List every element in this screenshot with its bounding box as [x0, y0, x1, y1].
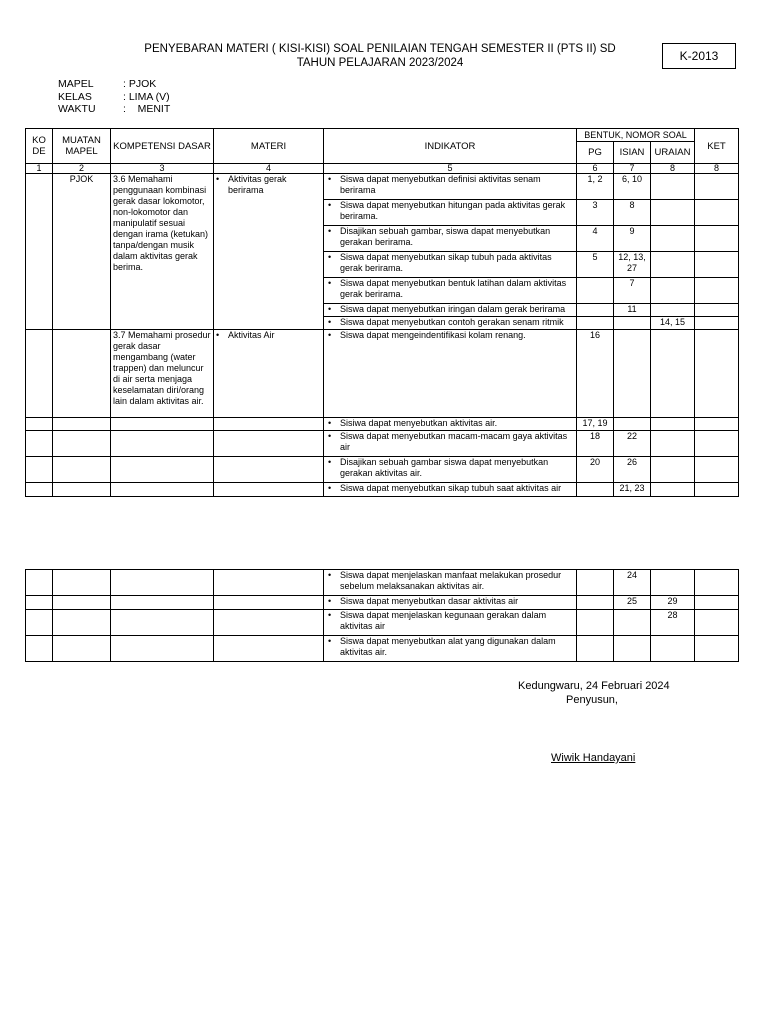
bullet-icon: •: [328, 226, 332, 236]
signature-name: Wiwik Handayani: [551, 752, 636, 764]
empty-cell: [53, 596, 111, 610]
ket-cell: [695, 457, 739, 483]
indikator-text: Siswa dapat menyebutkan iringan dalam gerak berirama: [340, 304, 566, 314]
header-uraian: URAIAN: [651, 142, 695, 164]
uraian-cell: [651, 226, 695, 252]
isian-cell: 8: [614, 200, 651, 226]
empty-cell: [214, 418, 324, 431]
kelas-label: KELAS: [58, 90, 92, 103]
empty-cell: [26, 596, 53, 610]
header-isian: ISIAN: [614, 142, 651, 164]
kode-cell: [26, 330, 53, 418]
empty-cell: [214, 596, 324, 610]
indikator-cell: [324, 174, 577, 200]
table-row: [26, 418, 739, 431]
kompetensi-dasar-cell: 3.7 Memahami prosedur gerak dasar mengambang (water trappen) dan meluncur di air serta menjaga keselamatan diri/orang lain dalam aktivitas air.: [111, 330, 214, 418]
indikator-cell: [324, 570, 577, 596]
indikator-cell: [324, 596, 577, 610]
table-row: [26, 431, 739, 457]
isian-cell: 26: [614, 457, 651, 483]
pg-cell: [577, 317, 614, 330]
empty-cell: [26, 636, 53, 662]
empty-cell: [214, 457, 324, 483]
bullet-icon: •: [328, 457, 332, 467]
col-number: 8: [651, 164, 695, 174]
header-pg: PG: [577, 142, 614, 164]
uraian-cell: [651, 252, 695, 278]
col-number: 5: [324, 164, 577, 174]
empty-cell: [214, 636, 324, 662]
empty-cell: [214, 431, 324, 457]
empty-cell: [53, 636, 111, 662]
isian-cell: [614, 610, 651, 636]
empty-cell: [111, 431, 214, 457]
indikator-text: Siswa dapat menyebutkan contoh gerakan senam ritmik: [340, 317, 564, 327]
col-number: 3: [111, 164, 214, 174]
materi-text: Aktivitas Air: [228, 330, 275, 340]
isian-cell: 25: [614, 596, 651, 610]
isian-cell: 6, 10: [614, 174, 651, 200]
mapel-value: : PJOK: [123, 78, 157, 90]
ket-cell: [695, 610, 739, 636]
indikator-cell: [324, 226, 577, 252]
col-number: 8: [695, 164, 739, 174]
isian-cell: [614, 636, 651, 662]
indikator-text: Siswa dapat menjelaskan manfaat melakukan prosedur sebelum melaksanakan aktivitas air.: [340, 570, 562, 591]
empty-cell: [214, 610, 324, 636]
indikator-text: Siswa dapat mengeindentifikasi kolam renang.: [340, 330, 526, 340]
indikator-text: Sisiwa dapat menyebutkan aktivitas air.: [340, 418, 498, 428]
bullet-icon: •: [328, 610, 332, 620]
empty-cell: [26, 483, 53, 497]
uraian-cell: [651, 200, 695, 226]
pg-cell: 17, 19: [577, 418, 614, 431]
pg-cell: [577, 570, 614, 596]
uraian-cell: 29: [651, 596, 695, 610]
indikator-text: Siswa dapat menyebutkan hitungan pada aktivitas gerak berirama.: [340, 200, 566, 221]
indikator-text: Disajikan sebuah gambar siswa dapat menyebutkan gerakan aktivitas air.: [340, 457, 549, 478]
empty-cell: [111, 483, 214, 497]
ket-cell: [695, 570, 739, 596]
muatan-cell: [53, 330, 111, 418]
pg-cell: 4: [577, 226, 614, 252]
bullet-icon: •: [328, 330, 332, 340]
col-number: 7: [614, 164, 651, 174]
kisi-kisi-table-continued: [25, 569, 739, 662]
muatan-cell: PJOK: [53, 174, 111, 330]
isian-cell: 24: [614, 570, 651, 596]
pg-cell: [577, 304, 614, 317]
empty-cell: [111, 636, 214, 662]
bullet-icon: •: [328, 252, 332, 262]
bullet-icon: •: [216, 330, 220, 340]
signature-place-date: Kedungwaru, 24 Februari 2024: [518, 680, 670, 692]
empty-cell: [53, 418, 111, 431]
ket-cell: [695, 317, 739, 330]
bullet-icon: •: [328, 317, 332, 327]
indikator-cell: [324, 278, 577, 304]
table-row: [26, 330, 739, 418]
ket-cell: [695, 200, 739, 226]
empty-cell: [53, 570, 111, 596]
empty-cell: [53, 431, 111, 457]
pg-cell: [577, 610, 614, 636]
empty-cell: [111, 570, 214, 596]
bullet-icon: •: [328, 304, 332, 314]
curriculum-badge: K-2013: [662, 43, 736, 69]
uraian-cell: [651, 304, 695, 317]
empty-cell: [26, 457, 53, 483]
col-number: 6: [577, 164, 614, 174]
bullet-icon: •: [328, 636, 332, 646]
ket-cell: [695, 431, 739, 457]
uraian-cell: [651, 570, 695, 596]
bullet-icon: •: [328, 431, 332, 441]
document-meta: [58, 78, 170, 116]
indikator-text: Siswa dapat menyebutkan sikap tubuh saat aktivitas air: [340, 483, 562, 493]
col-number: 2: [53, 164, 111, 174]
isian-cell: 12, 13, 27: [614, 252, 651, 278]
ket-cell: [695, 226, 739, 252]
header-ket: KET: [695, 129, 739, 164]
indikator-text: Siswa dapat menyebutkan definisi aktivitas senam berirama: [340, 174, 541, 195]
uraian-cell: [651, 483, 695, 497]
isian-cell: [614, 317, 651, 330]
isian-cell: 11: [614, 304, 651, 317]
empty-cell: [111, 610, 214, 636]
pg-cell: [577, 596, 614, 610]
ket-cell: [695, 418, 739, 431]
empty-cell: [26, 431, 53, 457]
pg-cell: 16: [577, 330, 614, 418]
empty-cell: [214, 570, 324, 596]
indikator-text: Siswa dapat menyebutkan dasar aktivitas air: [340, 596, 519, 606]
waktu-value: : MENIT: [123, 103, 171, 115]
indikator-cell: [324, 330, 577, 418]
empty-cell: [26, 418, 53, 431]
pg-cell: 20: [577, 457, 614, 483]
uraian-cell: [651, 330, 695, 418]
empty-cell: [26, 610, 53, 636]
indikator-text: Siswa dapat menyebutkan alat yang digunakan dalam aktivitas air.: [340, 636, 556, 657]
table-row: [26, 457, 739, 483]
uraian-cell: [651, 174, 695, 200]
indikator-text: Siswa dapat menyebutkan bentuk latihan dalam aktivitas gerak berirama.: [340, 278, 567, 299]
document-title-line1: PENYEBARAN MATERI ( KISI-KISI) SOAL PENILAIAN TENGAH SEMESTER II (PTS II) SD: [144, 43, 616, 55]
ket-cell: [695, 483, 739, 497]
ket-cell: [695, 252, 739, 278]
bullet-icon: •: [328, 278, 332, 288]
pg-cell: 3: [577, 200, 614, 226]
table-row: [26, 483, 739, 497]
indikator-text: Siswa dapat menyebutkan macam-macam gaya aktivitas air: [340, 431, 568, 452]
indikator-cell: [324, 636, 577, 662]
indikator-cell: [324, 304, 577, 317]
ket-cell: [695, 636, 739, 662]
indikator-cell: [324, 252, 577, 278]
indikator-text: Siswa dapat menjelaskan kegunaan gerakan dalam aktivitas air: [340, 610, 547, 631]
ket-cell: [695, 174, 739, 200]
uraian-cell: [651, 457, 695, 483]
empty-cell: [111, 596, 214, 610]
header-bentuk: BENTUK, NOMOR SOAL: [577, 129, 695, 142]
waktu-label: WAKTU: [58, 103, 96, 115]
indikator-cell: [324, 317, 577, 330]
empty-cell: [214, 483, 324, 497]
mapel-label: MAPEL: [58, 78, 94, 90]
pg-cell: [577, 636, 614, 662]
materi-text: Aktivitas gerak berirama: [228, 174, 287, 195]
bullet-icon: •: [328, 483, 332, 493]
indikator-text: Disajikan sebuah gambar, siswa dapat menyebutkan gerakan berirama.: [340, 226, 551, 247]
uraian-cell: 28: [651, 610, 695, 636]
bullet-icon: •: [328, 596, 332, 606]
header-indikator: INDIKATOR: [324, 129, 577, 164]
pg-cell: [577, 278, 614, 304]
kode-cell: [26, 174, 53, 330]
empty-cell: [53, 457, 111, 483]
uraian-cell: [651, 418, 695, 431]
empty-cell: [26, 570, 53, 596]
kisi-kisi-table: [25, 128, 739, 497]
indikator-cell: [324, 418, 577, 431]
kompetensi-dasar-cell: 3.6 Memahami penggunaan kombinasi gerak dasar lokomotor, non-lokomotor dan manipulatif sesuai dengan irama (ketukan) tanpa/dengan musik dalam aktivitas gerak berima.: [111, 174, 214, 330]
header-kompetensi-dasar: KOMPETENSI DASAR: [111, 129, 214, 164]
table-row: [26, 570, 739, 596]
empty-cell: [111, 457, 214, 483]
document-title-line2: TAHUN PELAJARAN 2023/2024: [296, 57, 464, 69]
pg-cell: 5: [577, 252, 614, 278]
table-row: [26, 174, 739, 200]
uraian-cell: [651, 431, 695, 457]
header-materi: MATERI: [214, 129, 324, 164]
table-row: [26, 596, 739, 610]
isian-cell: 22: [614, 431, 651, 457]
kelas-value: : LIMA (V): [123, 90, 170, 103]
isian-cell: 9: [614, 226, 651, 252]
header-kode: KO DE: [26, 129, 53, 164]
col-number: 4: [214, 164, 324, 174]
pg-cell: [577, 483, 614, 497]
ket-cell: [695, 330, 739, 418]
isian-cell: 7: [614, 278, 651, 304]
bullet-icon: •: [328, 174, 332, 184]
header-muatan: MUATAN MAPEL: [53, 129, 111, 164]
uraian-cell: 14, 15: [651, 317, 695, 330]
empty-cell: [53, 483, 111, 497]
pg-cell: 18: [577, 431, 614, 457]
uraian-cell: [651, 278, 695, 304]
isian-cell: [614, 418, 651, 431]
uraian-cell: [651, 636, 695, 662]
bullet-icon: •: [328, 570, 332, 580]
col-number: 1: [26, 164, 53, 174]
materi-cell: [214, 174, 324, 330]
isian-cell: [614, 330, 651, 418]
bullet-icon: •: [328, 418, 332, 428]
table-row: [26, 636, 739, 662]
indikator-text: Siswa dapat menyebutkan sikap tubuh pada aktivitas gerak berirama.: [340, 252, 552, 273]
materi-cell: [214, 330, 324, 418]
bullet-icon: •: [216, 174, 220, 184]
ket-cell: [695, 304, 739, 317]
table-row: [26, 610, 739, 636]
isian-cell: 21, 23: [614, 483, 651, 497]
indikator-cell: [324, 610, 577, 636]
indikator-cell: [324, 431, 577, 457]
ket-cell: [695, 278, 739, 304]
pg-cell: 1, 2: [577, 174, 614, 200]
indikator-cell: [324, 200, 577, 226]
indikator-cell: [324, 457, 577, 483]
empty-cell: [111, 418, 214, 431]
empty-cell: [53, 610, 111, 636]
signature-role: Penyusun,: [566, 694, 618, 706]
indikator-cell: [324, 483, 577, 497]
bullet-icon: •: [328, 200, 332, 210]
ket-cell: [695, 596, 739, 610]
